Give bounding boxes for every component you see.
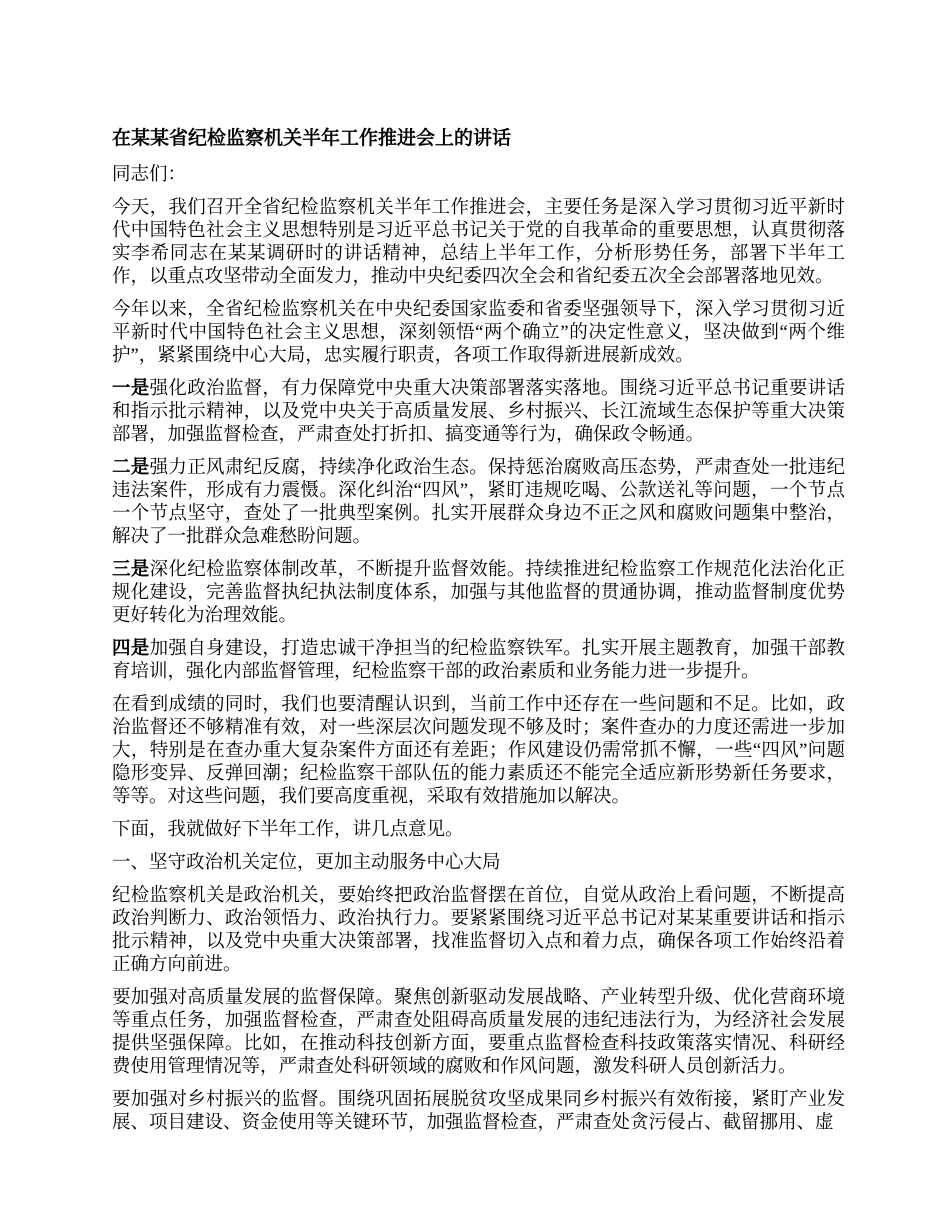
paragraph-text: 强化政治监督，有力保障党中央重大决策部署落实落地。围绕习近平总书记重要讲话和指示批示精神，以及党中央关于高质量发展、乡村振兴、长江流域生态保护等重大决策部署，加强监督检查，严肃查处打折扣、搞变通等行为，确保政令畅通。 [112,379,845,445]
paragraph-text: 强力正风肃纪反腐，持续净化政治生态。保持惩治腐败高压态势，严肃查处一批违纪违法案件，形成有力震慑。深化纠治“四风”，紧盯违规吃喝、公款送礼等问题，一个节点一个节点坚守，查处了一批典型案例。扎实开展群众身边不正之风和腐败问题集中整治，解决了一批群众急难愁盼问题。 [112,458,845,547]
paragraph-point-1 [112,378,845,447]
paragraph-text: 下面，我就做好下半年工作，讲几点意见。 [112,820,464,840]
paragraph-text: 要加强对高质量发展的监督保障。聚焦创新驱动发展战略、产业转型升级、优化营商环境等重点任务，加强监督检查，严肃查处阻碍高质量发展的违纪违法行为，为经济社会发展提供坚强保障。比如，在推动科技创新方面，要重点监督检查科技政策落实情况、科研经费使用管理情况等，严肃查处科研领域的腐败和作风问题，激发科研人员创新活力。 [112,988,845,1077]
paragraph-point-3 [112,559,845,628]
paragraph-meeting-intro [112,197,845,289]
paragraph-text: 要加强对乡村振兴的监督。围绕巩固拓展脱贫攻坚成果同乡村振兴有效衔接，紧盯产业发展、项目建设、资金使用等关键环节，加强监督检查，严肃查处贪污侵占、截留挪用、虚 [112,1090,845,1133]
point-3-bold-prefix: 三是 [112,560,150,580]
paragraph-text: 今天，我们召开全省纪检监察机关半年工作推进会，主要任务是深入学习贯彻习近平新时代中国特色社会主义思想特别是习近平总书记关于党的自我革命的重要思想，认真贯彻落实李希同志在某某调研时的讲话精神，总结上半年工作，分析形势任务，部署下半年工作，以重点攻坚带动全面发力，推动中央纪委四次全会和省纪委五次全会部署落地见效。 [112,198,845,287]
paragraph-point-4 [112,638,845,684]
point-4-bold-prefix: 四是 [112,639,150,659]
paragraph-political-position [112,885,845,977]
paragraph-rural-revitalization [112,1089,845,1135]
section-heading-1 [112,852,845,875]
paragraph-year-overview [112,299,845,368]
salutation: 同志们： [112,165,187,185]
paragraph-text: 在看到成绩的同时，我们也要清醒认识到，当前工作中还存在一些问题和不足。比如，政治监督还不够精准有效，对一些深层次问题发现不够及时；案件查办的力度还需进一步加大，特别是在查办重大复杂案件方面还有差距；作风建设仍需常抓不懈，一些“四风”问题隐形变异、反弹回潮；纪检监察干部队伍的能力素质还不能完全适应新形势新任务要求，等等。对这些问题，我们要高度重视，采取有效措施加以解决。 [112,695,845,807]
paragraph-point-2 [112,457,845,549]
document-title: 在某某省纪检监察机关半年工作推进会上的讲话 [112,128,512,149]
point-2-bold-prefix: 二是 [112,458,150,478]
paragraph-text: 今年以来，全省纪检监察机关在中央纪委国家监委和省委坚强领导下，深入学习贯彻习近平新时代中国特色社会主义思想，深刻领悟“两个确立”的决定性意义，坚决做到“两个维护”，紧紧围绕中心大局，忠实履行职责，各项工作取得新进展新成效。 [112,300,845,366]
paragraph-text: 纪检监察机关是政治机关，要始终把政治监督摆在首位，自觉从政治上看问题，不断提高政治判断力、政治领悟力、政治执行力。要紧紧围绕习近平总书记对某某重要讲话和指示批示精神，以及党中央重大决策部署，找准监督切入点和着力点，确保各项工作始终沿着正确方向前进。 [112,886,845,975]
paragraph-text: 加强自身建设，打造忠诚干净担当的纪检监察铁军。扎实开展主题教育，加强干部教育培训，强化内部监督管理，纪检监察干部的政治素质和业务能力进一步提升。 [112,639,845,682]
paragraph-text: 深化纪检监察体制改革，不断提升监督效能。持续推进纪检监察工作规范化法治化正规化建设，完善监督执纪执法制度体系，加强与其他监督的贯通协调，推动监督制度优势更好转化为治理效能。 [112,560,845,626]
paragraph-high-quality-development [112,987,845,1079]
paragraph-problems [112,694,845,809]
point-1-bold-prefix: 一是 [112,379,150,399]
paragraph-transition [112,819,845,842]
section-heading-text: 一、坚守政治机关定位，更加主动服务中心大局 [112,853,501,873]
